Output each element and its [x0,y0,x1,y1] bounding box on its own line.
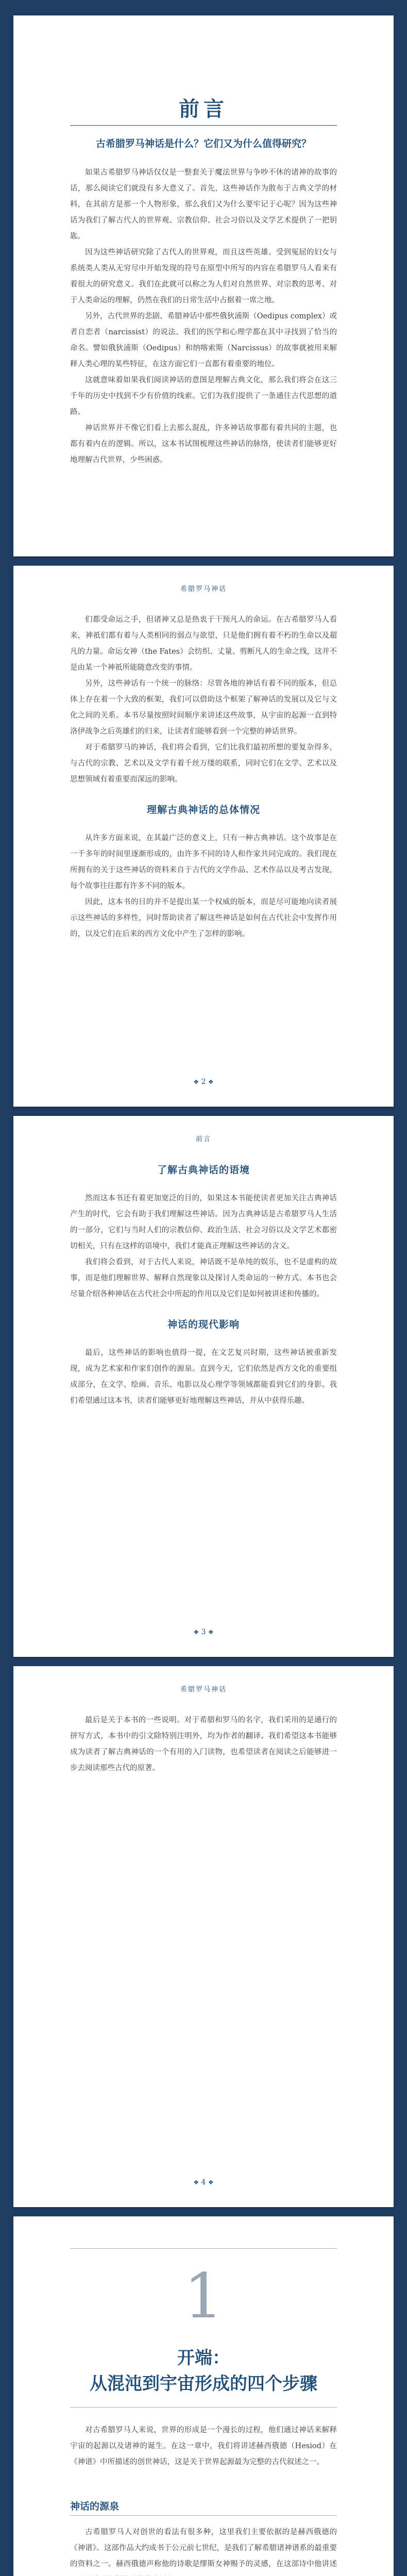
page-2-body [70,612,337,942]
paragraph: 如果古希腊罗马神话仅仅是一整套关于魔法世界与争吵不休的诸神的故事的话，那么阅读它们就没有多大意义了。首先，这些神话作为散布于古典文学的材料，在其前方是那一个人物形象，那么我们又为什么要牢记于心呢？因为这些神话为我们了解古代人的世界观、宗教信仰、社会习俗以及文学艺术提供了一把钥匙。 [70,168,337,241]
paragraph: 从许多方面来说，在其最广泛的意义上，只有一种古典神话。这个故事是在一千多年的时间里逐渐形成的，由许多不同的诗人和作家共同完成的。我们现在所拥有的关于这些神话的资料来自于古代的文学作品、艺术作品以及考古发现，每个故事往往都有许多不同的版本。 [70,834,337,890]
page-number [13,2178,394,2187]
ornament-icon: ❖ [193,2179,199,2186]
ornament-icon: ❖ [193,1078,199,1086]
paragraph: 因此，这本书的目的并不是提出某一个权威的版本，而是尽可能地向读者展示这些神话的多样性，同时帮助读者了解这些神话是如何在古代社会中发挥作用的，以及它们在后来的西方文化中产生了怎样的影响。 [70,898,337,938]
chapter-title-line-1: 开端： [177,2348,230,2368]
paragraph: 最后是关于本书的一些说明。对于希腊和罗马的名字，我们采用的是通行的拼写方式，本书中的引文除特别注明外，均为作者的翻译。我们希望这本书能够成为读者了解古典神话的一个有用的入门读物，也希望读者在阅读之后能够进一步去阅读那些古代的原著。 [70,1716,337,1772]
running-head: 希腊罗马神话 [180,585,227,593]
page-3 [13,1116,394,1657]
chapter-title-rule [70,2407,337,2408]
paragraph: 我们将会看到，对于古代人来说，神话既不是单纯的娱乐，也不是虚构的故事，而是他们理解世界、解释自然现象以及探讨人类命运的一种方式。本书也会尽量介绍各种神话在古代社会中所起的作用以及它们是如何被讲述和传播的。 [70,1258,337,1298]
page-number [13,1078,394,1086]
chapter-title-line-2: 从混沌到宇宙形成的四个步骤 [90,2374,317,2394]
page-number-value: 4 [201,2178,206,2187]
paragraph: 这就意味着如果我们阅读神话的意图是理解古典文化，那么我们将会在这三千年的历史中找到不少有价值的线索。它们为我们提供了一条通往古代思想的道路。 [70,376,337,416]
running-head: 前言 [195,1136,211,1143]
preface-title: 前言 [179,97,228,121]
section-rule [70,2515,337,2516]
paragraph: 因为这些神话研究除了古代人的世界观，而且这些英雄、受到冤屈的妇女与系统类人类从无穷尽中开始发现的符号在原型中所写的内容在希腊罗马人看来有着很大的研究意义。我们在此就可以称之为人们对自然世界、对宗教的思考、对于人类命运的理解，仍然在我们的日常生活中占据着一席之地。 [70,248,337,304]
paragraph: 古希腊罗马人对创世的看法有很多种，这里我们主要依据的是赫西俄德的《神谱》。这部作品大约成书于公元前七世纪，是我们了解希腊诸神谱系的最重要的资料之一。赫西俄德声称他的诗歌是缪斯女神赐予的灵感，在这部诗中他讲述 [70,2528,337,2568]
paragraph: 另外，古代世界的悲剧、希腊神话中那些俄狄浦斯（Oedipus complex）或者自恋者（narcissist）的说法、我们的医学和心理学都在其中寻找到了恰当的命名。譬如俄狄浦斯（Oedipus）和纳喀索斯（Narcissus）的故事就被用来解释人类心理的某些特征，在这方面它们一直都有着重要的地位。 [70,312,337,368]
chapter-top-rule [70,2248,337,2249]
section-heading: 理解古典神话的总体情况 [146,804,260,816]
ornament-icon: ❖ [208,1078,214,1086]
ornament-icon: ❖ [193,1629,199,1636]
page-3-body [70,1162,337,1409]
chapter-1-intro [70,2422,337,2470]
paragraph: 然而这本书还有着更加宽泛的目的，如果这本书能使读者更加关注古典神话产生的时代，它会有助于我们理解这些神话。因为古典神话是古希腊罗马人生活的一部分，它们与当时人们的宗教信仰、政治生活、社会习俗以及文学艺术都密切相关，只有在这样的语境中，我们才能真正理解这些神话的含义。 [70,1194,337,1250]
page-4-body [70,1713,337,1776]
paragraph: 们都受命运之手，但诸神又总是热衷于干预凡人的命运。在古希腊罗马人看来，神祇们都有着与人类相同的弱点与欲望，只是他们拥有着不朽的生命以及超凡的力量。命运女神（the Fates）会纺织、丈量、剪断凡人的生命之线，这并不是由某一个神祇所能随意改变的事情。 [70,616,337,672]
section-heading: 了解古典神话的语境 [157,1164,250,1176]
preface-question: 古希腊罗马神话是什么？它们又为什么值得研究？ [95,138,311,149]
paragraph: 另外，这些神话有一个统一的脉络：尽管各地的神话有着不同的版本，但总体上存在着一个大致的框架，我们可以借助这个框架了解神话的发展以及它与文化之间的关系。本书尽量按照时间顺序来讲述这些故事，从宇宙的起源一直到特洛伊战争之后英雄们的归来，让读者们能够看到一个完整的神话世界。 [70,680,337,736]
chapter-1-body [70,2524,337,2576]
paragraph: 最后，这些神话的影响也值得一提，在文艺复兴时期，这些神话被重新发现，成为艺术家和作家们创作的源泉。直到今天，它们依然是西方文化的重要组成部分，在文学、绘画、音乐、电影以及心理学等领域都能看到它们的身影。我们希望通过这本书，读者们能够更好地理解这些神话，并从中获得乐趣。 [70,1349,337,1405]
page-number [13,1628,394,1636]
preface-page [13,15,394,556]
page-number-value: 2 [201,1078,206,1086]
section-heading: 神话的现代影响 [167,1319,240,1330]
page-2 [13,566,394,1107]
page-number-value: 3 [201,1628,206,1636]
page-4 [13,1666,394,2207]
chapter-number: 1 [183,2261,224,2332]
running-head: 希腊罗马神话 [180,1686,227,1693]
paragraph: 对古希腊罗马人来说，世界的形成是一个漫长的过程，他们通过神话来解释宇宙的起源以及诸神的诞生。在这一章中，我们将讲述赫西俄德（Hesiod）在《神谱》中所描述的创世神话，这是关于世界起源最为完整的古代叙述之一。 [70,2426,337,2466]
ornament-icon: ❖ [208,1629,214,1636]
paragraph: 对于希腊罗马的神话，我们将会看到，它们比我们最初所想的要复杂得多，与古代的宗教、艺术以及文学有着千丝万缕的联系，同时它们在文学、艺术以及思想领域有着重要而深远的影响。 [70,743,337,784]
chapter-1-page [13,2216,394,2576]
paragraph: 神话世界并不像它们看上去那么混乱，许多神话故事都有着共同的主题，也都有着内在的逻辑。所以，这本书试图梳理这些神话的脉络，使读者们能够更好地理解古代世界，少些困惑。 [70,424,337,464]
ornament-icon: ❖ [208,2179,214,2186]
title-divider [70,125,337,126]
section-heading: 神话的源泉 [70,2501,120,2512]
preface-body [70,165,337,468]
